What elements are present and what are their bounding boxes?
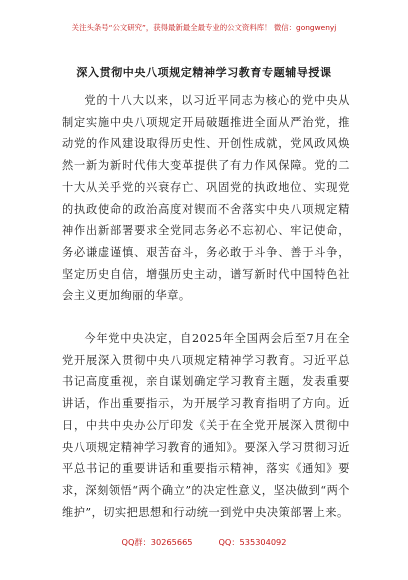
document-body bbox=[62, 90, 350, 523]
header-promo-note: 关注头条号“公文研究”，获得最新最全最专业的公文资料库！ 微信：gongwenyj bbox=[71, 23, 337, 32]
footer-qq-number: QQ：535304092 bbox=[218, 537, 287, 547]
footer-qq-group: QQ群：30265665 bbox=[121, 537, 193, 547]
body-paragraph-2: 今年党中央决定，自2025年全国两会后至7月在全党开展深入贯彻中央八项规定精神学习教育。习近平总书记高度重视，亲自谋划确定学习教育主题，发表重要讲话，作出重要指示，为开展学习教育指明了方向。近日，中共中央办公厅印发《关于在全党开展深入贯彻中央八项规定精神学习教育的通知》。要深入学习贯彻习近平总书记的重要讲话和重要指示精神，落实《通知》要求，深刻领悟“两个确立”的决定性意义，坚决做到“两个维护”，切实把思想和行动统一到党中央决策部署上来。 bbox=[62, 332, 350, 519]
document-title: 深入贯彻中央八项规定精神学习教育专题辅导授课 bbox=[76, 66, 332, 79]
body-paragraph-1: 党的十八大以来，以习近平同志为核心的党中央从制定实施中央八项规定开局破题推进全面从严治党，推动党的作风建设取得历史性、开创性成就，党风政风焕然一新为新时代伟大变革提供了有力作风保障。党的二十大从关乎党的兴衰存亡、巩固党的执政地位、实现党的执政使命的政治高度对锲而不舍落实中央八项规定精神作出新部署要求全党同志务必不忘初心、牢记使命，务必谦虚谨慎、艰苦奋斗，务必敢于斗争、善于斗争，坚定历史自信，增强历史主动，谱写新时代中国特色社会主义更加绚丽的华章。 bbox=[62, 94, 350, 303]
footer-contact bbox=[0, 537, 408, 548]
